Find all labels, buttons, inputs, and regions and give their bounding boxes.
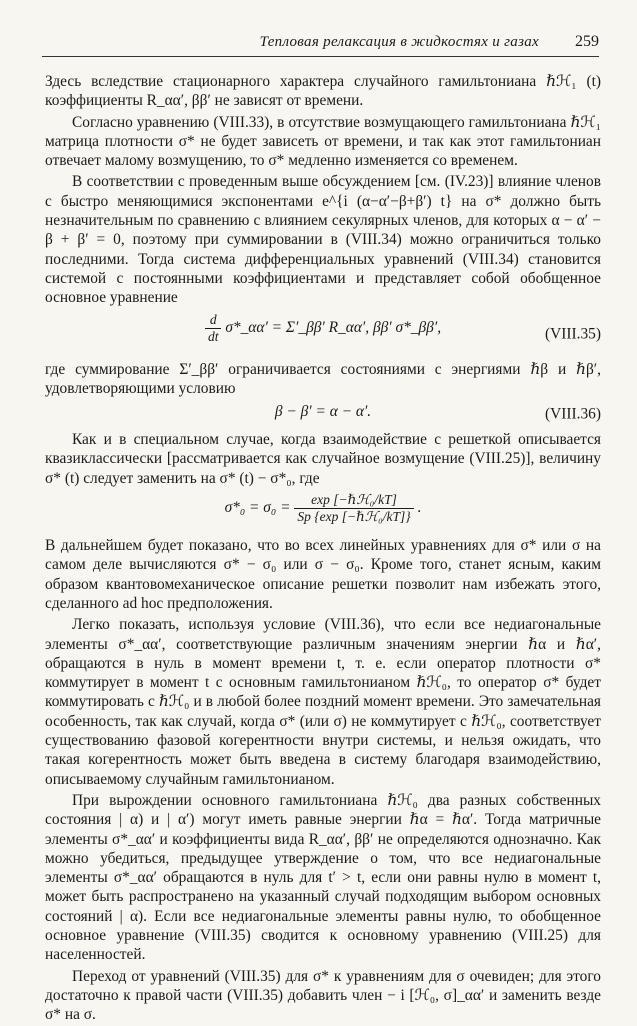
paragraph-4: где суммирование Σ′_ββ′ ограничивается состояниями с энергиями ℏβ и ℏβ′, удовлетворяющими условию bbox=[45, 360, 601, 397]
paragraph-3: В соответствии с проведенным выше обсуждением [см. (IV.23)] влияние членов с быстро меняющимися экспонентами e^{i (α−α′−β+β′) t} на σ* должно быть незначительным по сравнению с влиянием секулярных членов, для которых α − α′ − β + β′ = 0, поэтому при суммировании в (VIII.34) можно ограничиться только последними. Тогда система дифференциальных уравнений (VIII.34) становится системой с постоянными коэффициентами и представляет собой обобщенное основное уравнение bbox=[45, 173, 601, 307]
equation-viii-36 bbox=[45, 402, 601, 426]
sigma0-denominator: Sp {exp [−ℏℋ₀/kT]} bbox=[297, 509, 411, 525]
equation-sigma0 bbox=[45, 492, 601, 532]
running-header bbox=[42, 30, 599, 57]
paragraph-5: Как и в специальном случае, когда взаимодействие с решеткой описывается квазиклассически [рассматривается как случайное возмущение (VIII.25)], величину σ* (t) следует заменить на σ* (t) − σ*₀, где bbox=[45, 431, 601, 487]
derivative-numerator: d bbox=[205, 312, 222, 329]
equation-viii-35 bbox=[45, 312, 601, 356]
paragraph-1: Здесь вследствие стационарного характера случайного гамильтониана ℏℋ₁ (t) коэффициенты R_αα′, ββ′ не зависят от времени. bbox=[45, 73, 601, 110]
sigma0-tail: . bbox=[417, 499, 422, 517]
paragraph-6: В дальнейшем будет показано, что во всех линейных уравнениях для σ* или σ на самом деле вычисляются σ* − σ₀ или σ − σ₀. Кроме того, станет ясным, каким образом квантовомеханическое описание решетки позволит нам избежать этого, сделанного ad hoc предположения. bbox=[45, 537, 601, 612]
derivative-denominator: dt bbox=[207, 328, 219, 344]
equation-35-number: (VIII.35) bbox=[545, 324, 601, 342]
page-number: 259 bbox=[575, 33, 599, 50]
paragraph-2: Согласно уравнению (VIII.33), в отсутствие возмущающего гамильтониана ℏℋ₁ матрица плотности σ* не будет зависеть от времени, и так как этот гамильтониан отвечает малому возмущению, то σ* медленно изменяется со временем. bbox=[45, 113, 601, 170]
paragraph-9: Переход от уравнений (VIII.35) для σ* к уравнениям для σ очевиден; для этого достаточно к правой части (VIII.35) добавить член − i [ℋ₀, σ]_αα′ и заменить везде σ* на σ. bbox=[45, 967, 601, 1024]
paragraph-7: Легко показать, используя условие (VIII.36), что если все недиагональные элементы σ*_αα′, соответствующие различным значениям энергии ℏα и ℏα′, обращаются в нуль в момент времени t, т. е. если оператор плотности σ* коммутирует в момент t с основным гамильтонианом ℏℋ₀, то оператор σ* будет коммутировать с ℏℋ₀ и в любой более поздний момент времени. Это замечательная особенность, так как случай, когда σ* (или σ) не коммутирует с ℏℋ₀, соответствует существованию фазовой когерентности внутри системы, и нельзя ожидать, что такая когерентность может быть введена в систему благодаря взаимодействию, описываемому случайным гамильтонианом. bbox=[45, 616, 601, 788]
sigma0-numerator: exp [−ℏℋ₀/kT] bbox=[294, 492, 413, 509]
derivative-fraction bbox=[205, 312, 222, 345]
paragraph-8: При вырождении основного гамильтониана ℏℋ₀ два разных собственных состояния | α) и | α′) могут иметь равные энергии ℏα = ℏα′. Тогда матричные элементы σ*_αα′ и коэффициенты вида R_αα′, ββ′ не определяются однозначно. Как можно убедиться, предыдущее утверждение о том, что все недиагональные элементы σ*_αα′ обращаются в нуль для t′ > t, если они равны нулю в момент t, может быть распространено на указанный случай подходящим выбором основных состояний | α). Если все недиагональные элементы равны нулю, то обобщенное основное уравнение (VIII.35) сводится к основному уравнению (VIII.25) для населенностей. bbox=[45, 791, 601, 964]
sigma0-fraction bbox=[294, 492, 413, 525]
equation-35-body: σ*_αα′ = Σ′_ββ′ R_αα′, ββ′ σ*_ββ′, bbox=[225, 318, 442, 336]
equation-36-body: β − β′ = α − α′. bbox=[274, 403, 372, 421]
chapter-title: Тепловая релаксация в жидкостях и газах bbox=[259, 34, 539, 50]
equation-36-number: (VIII.36) bbox=[545, 405, 601, 423]
sigma0-lhs: σ*₀ = σ₀ = bbox=[224, 499, 291, 517]
text-body bbox=[45, 72, 601, 1026]
